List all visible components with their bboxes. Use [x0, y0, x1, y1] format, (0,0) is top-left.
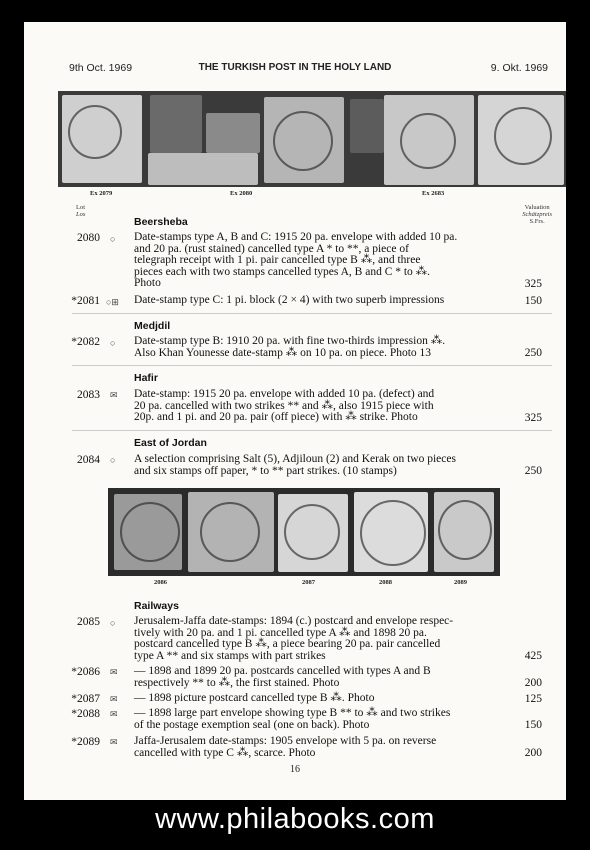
stamp-image: [150, 95, 202, 153]
condition-symbol: ○: [110, 338, 116, 348]
photo-caption: Ex 2079: [90, 190, 113, 197]
section-title: Medjdil: [134, 320, 171, 332]
lot-description: Date-stamps type A, B and C: 1915 20 pa. envelope with added 10 pa. and 20 pa. (rust stained) cancelled type A * to **, a piece of telegraph receipt with 1 pi. pair cancelled type B ⁂, and three pieces each with two stamps cancelled types A, B and C * to ⁂. Photo: [134, 231, 458, 289]
valuation-column-header: [522, 204, 552, 225]
section-title: Beersheba: [134, 216, 188, 228]
condition-symbol: ○: [110, 234, 116, 244]
header-date-en: 9th Oct. 1969: [69, 62, 133, 74]
header-date-de: 9. Okt. 1969: [490, 62, 548, 74]
lot-description: A selection comprising Salt (5), Adjiloun (2) and Kerak on two pieces and six stamps off paper, * to ** part strikes. (10 stamps): [134, 453, 456, 477]
lot-valuation: 150: [524, 295, 542, 307]
lot-number: 2083: [77, 389, 100, 401]
section-divider: [72, 365, 552, 366]
bottom-stamp-photo: [108, 488, 500, 576]
lot-number: *2088: [71, 708, 100, 720]
condition-symbol: ✉: [110, 390, 118, 400]
lot-description: Jaffa-Jerusalem date-stamps: 1905 envelope with 5 pa. on reverse cancelled with type C ⁂, scarce. Photo: [134, 735, 437, 759]
postmark-circle: [120, 502, 180, 562]
condition-symbol: ✉: [110, 694, 118, 704]
lot-description: — 1898 large part envelope showing type B ** to ⁂ and two strikes of the postage exemption seal (one on back). Photo: [134, 707, 451, 731]
lot-description: — 1898 picture postcard cancelled type B ⁂. Photo: [134, 692, 375, 704]
lot-valuation: 250: [524, 465, 542, 477]
section-divider: [72, 430, 552, 431]
lot-number: *2082: [71, 336, 100, 348]
lot-label: Lot: [76, 204, 86, 211]
photo-caption: 2089: [454, 579, 467, 586]
lot-valuation: 150: [524, 719, 542, 731]
lot-valuation: 200: [524, 747, 542, 759]
cover-image: [148, 153, 258, 185]
postmark-circle: [273, 111, 333, 171]
section-title: East of Jordan: [134, 437, 207, 449]
section-title: Railways: [134, 600, 179, 612]
postmark-circle: [438, 500, 492, 560]
condition-symbol: ✉: [110, 709, 118, 719]
section-title: Hafir: [134, 372, 158, 384]
lot-number: 2085: [77, 616, 100, 628]
top-stamp-photo: [58, 91, 566, 187]
header-title: THE TURKISH POST IN THE HOLY LAND: [198, 62, 392, 73]
stamp-image: [206, 113, 260, 153]
condition-symbol: ○: [110, 618, 116, 628]
postmark-circle: [360, 500, 426, 566]
photo-caption: 2086: [154, 579, 167, 586]
lot-valuation: 325: [524, 412, 542, 424]
photo-caption: 2088: [379, 579, 392, 586]
catalogue-page: [24, 22, 566, 800]
lot-valuation: 200: [524, 677, 542, 689]
section-divider: [72, 313, 552, 314]
lot-number: *2081: [71, 295, 100, 307]
lot-number: 2084: [77, 454, 100, 466]
photo-caption: Ex 2080: [230, 190, 253, 197]
lot-description: Date-stamp: 1915 20 pa. envelope with added 10 pa. (defect) and 20 pa. cancelled with two strikes ** and ⁂, also 1915 piece with 20p. and 1 pi. and 20 pa. pair (off piece) with ⁂ strike. Photo: [134, 388, 435, 423]
lot-column-header: [76, 204, 85, 218]
condition-symbol: ○⊞: [106, 297, 119, 307]
page-number: 16: [290, 764, 300, 775]
valuation-label-de: Schätzpreis: [522, 211, 552, 218]
lot-valuation: 325: [524, 278, 542, 290]
lot-valuation: 125: [524, 693, 542, 705]
footer-watermark-url: www.philabooks.com: [155, 803, 435, 835]
valuation-label: Valuation: [524, 204, 550, 211]
lot-description: Date-stamp type B: 1910 20 pa. with fine two-thirds impression ⁂. Also Khan Younesse date-stamp ⁂ on 10 pa. on piece. Photo 13: [134, 335, 446, 359]
stamp-image: [350, 99, 384, 153]
lot-number: *2086: [71, 666, 100, 678]
currency-label: S.Frs.: [529, 218, 545, 225]
postmark-circle: [200, 502, 260, 562]
lot-number: *2089: [71, 736, 100, 748]
lot-valuation: 250: [524, 347, 542, 359]
postmark-circle: [68, 105, 122, 159]
postmark-circle: [400, 113, 456, 169]
lot-label-de: Los: [76, 211, 86, 218]
lot-description: — 1898 and 1899 20 pa. postcards cancelled with types A and B respectively ** to ⁂, the first stained. Photo: [134, 665, 431, 689]
photo-caption: Ex 2683: [422, 190, 445, 197]
lot-number: *2087: [71, 693, 100, 705]
condition-symbol: ○: [110, 455, 116, 465]
photo-caption: 2087: [302, 579, 315, 586]
condition-symbol: ✉: [110, 737, 118, 747]
lot-description: Jerusalem-Jaffa date-stamps: 1894 (c.) postcard and envelope respec- tively with 20 pa. and 1 pi. cancelled type A ⁂ and 1898 20 pa. postcard cancelled type B ⁂, a piece bearing 20 pa. pair cancelled type A ** and six stamps with part strikes: [134, 615, 454, 662]
condition-symbol: ✉: [110, 667, 118, 677]
lot-description: Date-stamp type C: 1 pi. block (2 × 4) with two superb impressions: [134, 294, 445, 306]
postmark-circle: [494, 107, 552, 165]
lot-valuation: 425: [524, 650, 542, 662]
lot-number: 2080: [77, 232, 100, 244]
postmark-circle: [284, 504, 340, 560]
